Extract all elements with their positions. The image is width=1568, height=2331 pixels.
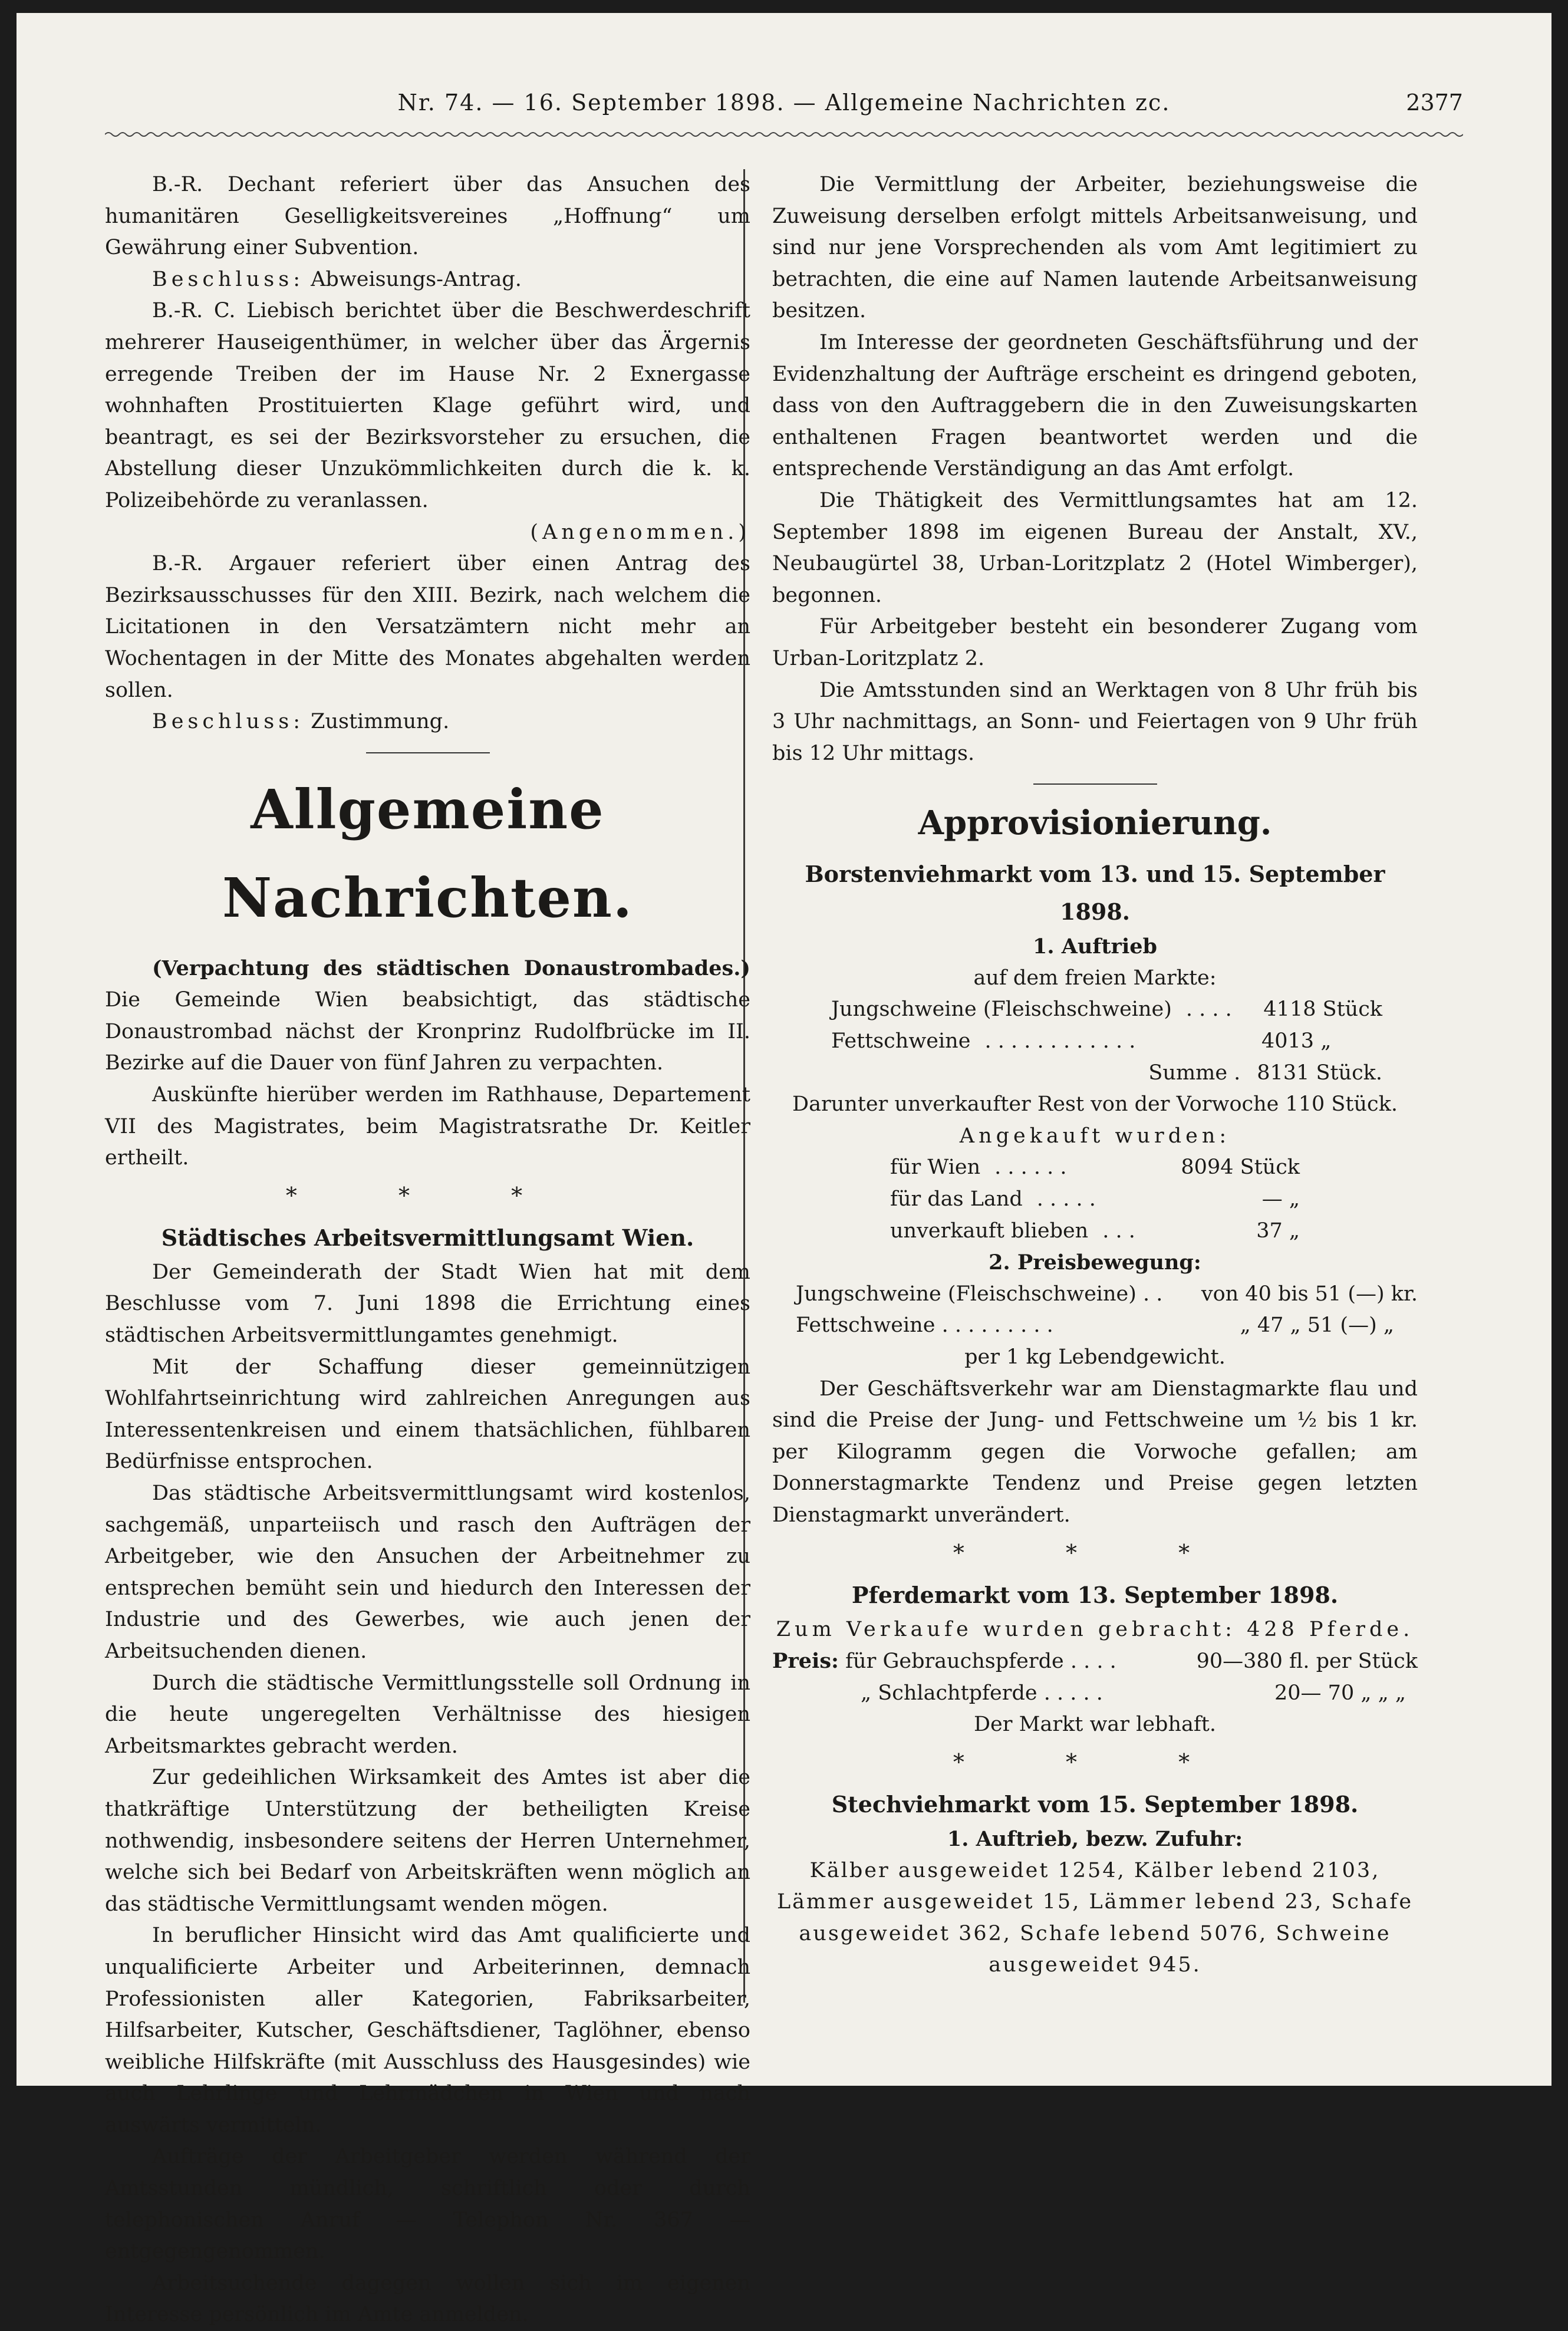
row-label: für das Land: [890, 1187, 1023, 1211]
section-heading-nachrichten: Allgemeine Nachrichten.: [222, 777, 633, 930]
markt-lebhaft: Der Markt war lebhaft.: [973, 1713, 1216, 1737]
donau-text: Die Gemeinde Wien beabsichtigt, das städtische Donaustrombad nächst der Kronprinz Rudolfbrücke im II. Bezirke auf die Dauer von fünf Jahren zu verpachten.: [105, 988, 750, 1075]
row-value: 4118 Stück: [1263, 997, 1382, 1022]
row-value: „ 47 „ 51 (—) „: [1240, 1313, 1394, 1338]
paragraph-amt-4: Durch die städtische Vermittlungsstelle soll Ordnung in die heute ungeregelten Verhältnisse des hiesigen Arbeitsmarktes gebracht werden.: [105, 1671, 750, 1758]
row-label: Summe .: [1148, 1061, 1241, 1085]
paragraph-geschaeftsverkehr: Der Geschäftsverkehr war am Dienstagmarkte flau und sind die Preise der Jung- und Fettschweine um ½ bis 1 kr. per Kilogramm gegen die Vorwoche gefallen; am Donnerstagmarkte Tendenz und Preise gegen letzten Dienstagmarkt unverändert.: [772, 1377, 1418, 1527]
row-label: unverkauft blieben: [890, 1219, 1089, 1243]
paragraph-liebisch: B.-R. C. Liebisch berichtet über die Beschwerdeschrift mehrerer Hauseigenthümer, in welcher über das Ärgernis erregende Treiben der im Hause Nr. 2 Exnergasse wohnhaften Prostituierten Klage geführt wird, und beantragt, es sei der Bezirksvorsteher zu ersuchen, die Abstellung dieser Unzukömmlichkeiten durch die k. k. Polizeibehörde zu veranlassen.: [105, 299, 750, 512]
newspaper-page: [17, 13, 1551, 2327]
row-label: Jungschweine (Fleischschweine) . .: [796, 1282, 1163, 1306]
left-column: [105, 169, 750, 2331]
preis-label: Preis:: [772, 1649, 839, 1674]
row-unverkauft: [772, 1216, 1418, 1247]
paragraph-amt-7: Aufträge der Arbeitgeber werden während der Amtsstunden mündlich, schriftlich oder durch telephonischen Anruf — Telephon Nr. 367 — entgegengenommen.: [105, 2145, 750, 2264]
row-dots: . . . . .: [1036, 1187, 1096, 1211]
heading-arbeitsvermittlungsamt: Städtisches Arbeitsvermittlungsamt Wien.: [161, 1224, 694, 1251]
beschluss-text: Abweisungs-Antrag.: [311, 267, 522, 291]
row-dots: . . . .: [1185, 997, 1232, 1022]
asterism: * * *: [285, 1182, 570, 1209]
row-gebrauchspferde: [772, 1645, 1418, 1678]
paragraph-amt-8: Arbeitsuchende dagegen wollen sich im eigenen Interesse persönlich im Amte anmelden.: [105, 2271, 750, 2327]
paragraph-amt-3: Das städtische Arbeitsvermittlungsamt wird kostenlos, sachgemäß, unparteiisch und rasch den Aufträgen der Arbeitgeber, wie den Ansuchen der Arbeitnehmer zu entsprechen bemüht sein und hiedurch den Interessen der Industrie und des Gewerbes, wie auch jenen der Arbeitsuchenden dienen.: [105, 1481, 750, 1663]
auftrieb-sub: auf dem freien Markte:: [973, 966, 1217, 990]
row-label: für Wien: [890, 1155, 981, 1180]
row-dots: . . .: [1102, 1219, 1135, 1243]
paragraph-argauer: B.-R. Argauer referiert über einen Antrag des Bezirksausschusses für den XIII. Bezirk, nach welchem die Licitationen in den Versatzämtern nicht mehr an Wochentagen in der Mitte des Monates abgehalten werden sollen.: [105, 552, 750, 702]
row-dots: . . . . . . . . . . . .: [984, 1029, 1136, 1053]
page-number: 2377: [1406, 90, 1463, 116]
row-preis-jung: [772, 1279, 1418, 1311]
row-label: „ Schlachtpferde . . . . .: [861, 1681, 1103, 1705]
auftrieb-label: 1. Auftrieb: [1032, 934, 1158, 959]
row-label: Fettschweine: [831, 1029, 971, 1053]
row-value: 8131 Stück.: [1257, 1061, 1382, 1085]
row-wien: [772, 1152, 1418, 1184]
right-column: [772, 169, 1418, 1981]
row-dots: . . . . . .: [994, 1155, 1067, 1180]
paragraph-thaetigkeit: Die Thätigkeit des Vermittlungsamtes hat am 12. September 1898 im eigenen Bureau der Anstalt, XV., Neubaugürtel 38, Urban-Loritzplatz 2 (Hotel Wimberger), begonnen.: [772, 488, 1418, 607]
paragraph-stechvieh: Kälber ausgeweidet 1254, Kälber lebend 2103, Lämmer ausgeweidet 15, Lämmer lebend 23, Schafe ausgeweidet 362, Schafe lebend 5076, Schweine ausgeweidet 945.: [776, 1858, 1414, 1977]
row-fettschweine: [772, 1026, 1418, 1058]
row-schlachtpferde: [772, 1678, 1418, 1710]
row-value: 20— 70 „ „ „: [1274, 1681, 1406, 1705]
row-preis-fett: [772, 1310, 1418, 1342]
paragraph-amt-2: Mit der Schaffung dieser gemeinnützigen Wohlfahrtseinrichtung wird zahlreichen Anregungen aus Interessentenkreisen und einem thatsächlichen, fühlbaren Bedürfnisse entsprochen.: [105, 1355, 750, 1474]
paragraph-beschluss-1: [105, 264, 750, 296]
stech-sub: 1. Auftrieb, bezw. Zufuhr:: [947, 1826, 1243, 1851]
row-summe: [772, 1058, 1418, 1089]
row-land: [772, 1184, 1418, 1216]
paragraph-amt-1: Der Gemeinderath der Stadt Wien hat mit dem Beschlusse vom 7. Juni 1898 die Errichtung eines städtischen Arbeitsvermittlungamtes genehmigt.: [105, 1260, 750, 1348]
paragraph-donau: [105, 953, 750, 1079]
paragraph-amt-5: Zur gedeihlichen Wirksamkeit des Amtes ist aber die thatkräftige Unterstützung der betheiligten Kreise nothwendig, insbesondere seitens der Herren Unternehmer, welche sich bei Bedarf von Arbeitskräften wenn möglich an das städtische Vermittlungsamt wenden mögen.: [105, 1766, 750, 1916]
paragraph-amtsstunden: Die Amtsstunden sind an Werktagen von 8 Uhr früh bis 3 Uhr nachmittags, an Sonn- und Feiertagen von 9 Uhr früh bis 12 Uhr mittags.: [772, 678, 1418, 765]
row-label: für Gebrauchspferde . . . .: [845, 1650, 1116, 1674]
angenommen-note: (Angenommen.): [530, 520, 750, 544]
paragraph-vermittlung: Die Vermittlung der Arbeiter, beziehungsweise die Zuweisung derselben erfolgt mittels Arbeitsanweisung, und sind nur jene Vorsprechenden als vom Amt legitimiert zu betrachten, die eine auf Namen lautende Arbeitsanweisung besitzen.: [772, 173, 1418, 323]
paragraph-dechant: B.-R. Dechant referiert über das Ansuchen des humanitären Geselligkeitsvereines „Hoffnung“ um Gewährung einer Subvention.: [105, 173, 750, 260]
paragraph-beschluss-2: [105, 706, 750, 738]
row-value: 4013 „: [1261, 1029, 1332, 1053]
row-label: Fettschweine . . . . . . . . .: [796, 1313, 1053, 1338]
per-kg-note: per 1 kg Lebendgewicht.: [964, 1345, 1226, 1369]
row-value: von 40 bis 51 (—) kr.: [1201, 1282, 1418, 1306]
angekauft-label: Angekauft wurden:: [959, 1124, 1231, 1148]
beschluss-text: Zustimmung.: [311, 710, 450, 734]
pferde-sub: Zum Verkaufe wurden gebracht: 428 Pferde.: [776, 1617, 1414, 1641]
row-jungschweine: [772, 994, 1418, 1026]
paragraph-amt-6: In beruflicher Hinsicht wird das Amt qualificierte und unqualificierte Arbeiter und Arbeiterinnen, demnach Professionisten aller Kategorien, Fabriksarbeiter, Hilfsarbeiter, Kutscher, Geschäftsdiener, Taglöhner, ebenso weibliche Hilfskräfte (mit Ausschluss des Hausgesindes) wie auch Lehrlinge und Lehrmädchen in Wien und nach auswärts vermitteln.: [105, 1924, 750, 2137]
row-value: 37 „: [1256, 1219, 1300, 1243]
wavy-rule: [105, 130, 1463, 139]
donau-title: (Verpachtung des städtischen Donaustrombades.): [152, 956, 750, 980]
section-rule: [1033, 783, 1157, 785]
heading-approvisionierung: Approvisionierung.: [918, 804, 1272, 843]
asterism: * * *: [953, 1539, 1237, 1566]
paragraph-rest: Darunter unverkaufter Rest von der Vorwoche 110 Stück.: [792, 1092, 1398, 1117]
paragraph-zugang: Für Arbeitgeber besteht ein besonderer Zugang vom Urban-Loritzplatz 2.: [772, 615, 1418, 670]
beschluss-label: Beschluss:: [152, 267, 304, 291]
heading-stechviehmarkt: Stechviehmarkt vom 15. September 1898.: [831, 1790, 1359, 1818]
beschluss-label: Beschluss:: [152, 710, 304, 734]
row-value: 8094 Stück: [1181, 1155, 1300, 1180]
paragraph-interesse: Im Interesse der geordneten Geschäftsführung und der Evidenzhaltung der Aufträge erscheint es dringend geboten, dass von den Auftraggebern die in den Zuweisungskarten enthaltenen Fragen beantwortet werden und die entsprechende Verständigung an das Amt erfolgt.: [772, 330, 1418, 481]
section-rule: [366, 752, 490, 753]
row-label: Jungschweine (Fleischschweine): [831, 997, 1172, 1022]
heading-borstenviehmarkt: Borstenviehmarkt vom 13. und 15. September 1898.: [805, 861, 1385, 926]
paragraph-donau-2: Auskünfte hierüber werden im Rathhause, Departement VII des Magistrates, beim Magistratsrathe Dr. Keitler ertheilt.: [105, 1083, 750, 1170]
row-value: — „: [1261, 1187, 1300, 1211]
running-title: Nr. 74. — 16. September 1898. — Allgemeine Nachrichten zc.: [397, 90, 1171, 116]
asterism: * * *: [953, 1749, 1237, 1775]
preisbewegung-heading: 2. Preisbewegung:: [989, 1250, 1201, 1275]
row-value: 90—380 fl. per Stück: [1196, 1650, 1418, 1674]
heading-pferdemarkt: Pferdemarkt vom 13. September 1898.: [851, 1581, 1339, 1608]
